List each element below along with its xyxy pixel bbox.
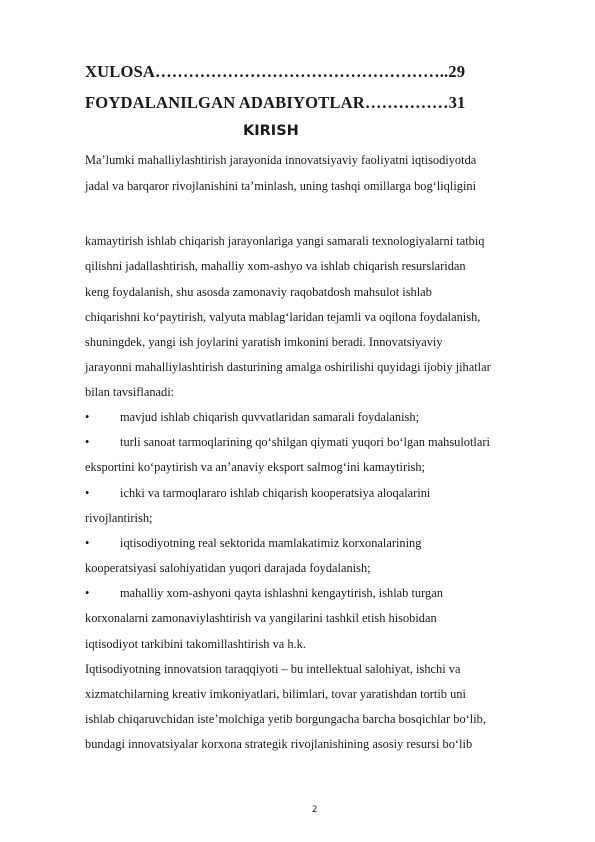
bullet-continuation: rivojlantirish;: [85, 511, 153, 525]
paragraph-line: bilan tavsiflanadi:: [85, 385, 175, 399]
bullet-marker: •: [85, 536, 90, 550]
bullet-marker: •: [85, 435, 90, 449]
paragraph-line: Ma’lumki mahalliylashtirish jarayonida innovatsiyaviy faoliyatni iqtisodiyotda: [85, 153, 477, 167]
bullet-continuation: eksportini ko‘paytirish va an’anaviy eksport salmog‘ini kamaytirish;: [85, 460, 425, 474]
paragraph-line: keng foydalanish, shu asosda zamonaviy raqobatdosh mahsulot ishlab: [85, 285, 432, 299]
paragraph-line: kamaytirish ishlab chiqarish jarayonlariga yangi samarali texnologiyalarni tatbiq: [85, 234, 485, 248]
paragraph-line: ishlab chiqaruvchidan iste’molchiga yetib borgungacha barcha bosqichlar bo‘lib,: [85, 712, 486, 726]
paragraph-line: Iqtisodiyotning innovatsion taraqqiyoti – bu intellektual salohiyat, ishchi va: [85, 662, 461, 676]
bullet-item: turli sanoat tarmoqlarining qo‘shilgan qiymati yuqori bo‘lgan mahsulotlari: [120, 435, 490, 449]
paragraph-line: chiqarishni ko‘paytirish, valyuta mablag‘laridan tejamli va oqilona foydalanish,: [85, 310, 481, 324]
toc-entry-adabiyotlar: FOYDALANILGAN ADABIYOTLAR……………31: [85, 93, 466, 112]
bullet-continuation: korxonalarni zamonaviylashtirish va yangilarini tashkil etish hisobidan: [85, 611, 437, 625]
bullet-item: mavjud ishlab chiqarish quvvatlaridan samarali foydalanish;: [120, 410, 420, 424]
paragraph-line: shuningdek, yangi ish joylarini yaratish imkonini beradi. Innovatsiyaviy: [85, 335, 443, 349]
bullet-continuation: iqtisodiyot tarkibini takomillashtirish va h.k.: [85, 637, 306, 651]
section-heading: KIRISH: [243, 123, 299, 139]
paragraph-line: xizmatchilarning kreativ imkoniyatlari, bilimlari, tovar yaratishdan tortib uni: [85, 687, 466, 701]
bullet-item: iqtisodiyotning real sektorida mamlakatimiz korxonalarining: [120, 536, 422, 550]
toc-entry-xulosa: XULOSA……………………………………………..29: [85, 62, 466, 81]
paragraph-line: jarayonni mahalliylashtirish dasturining amalga oshirilishi quyidagi ijobiy jihatlar: [85, 360, 491, 374]
page-number: 2: [312, 805, 318, 815]
paragraph-line: jadal va barqaror rivojlanishini ta’minlash, uning tashqi omillarga bog‘liqligini: [85, 179, 477, 193]
bullet-continuation: kooperatsiyasi salohiyatidan yuqori darajada foydalanish;: [85, 561, 371, 575]
paragraph-line: qilishni jadallashtirish, mahalliy xom-ashyo va ishlab chiqarish resurslaridan: [85, 259, 466, 273]
bullet-marker: •: [85, 486, 90, 500]
paragraph-line: bundagi innovatsiyalar korxona strategik rivojlanishining asosiy resursi bo‘lib: [85, 737, 473, 751]
bullet-marker: •: [85, 586, 90, 600]
bullet-marker: •: [85, 410, 90, 424]
bullet-item: ichki va tarmoqlararo ishlab chiqarish kooperatsiya aloqalarini: [120, 486, 431, 500]
bullet-item: mahalliy xom-ashyoni qayta ishlashni kengaytirish, ishlab turgan: [120, 586, 443, 600]
